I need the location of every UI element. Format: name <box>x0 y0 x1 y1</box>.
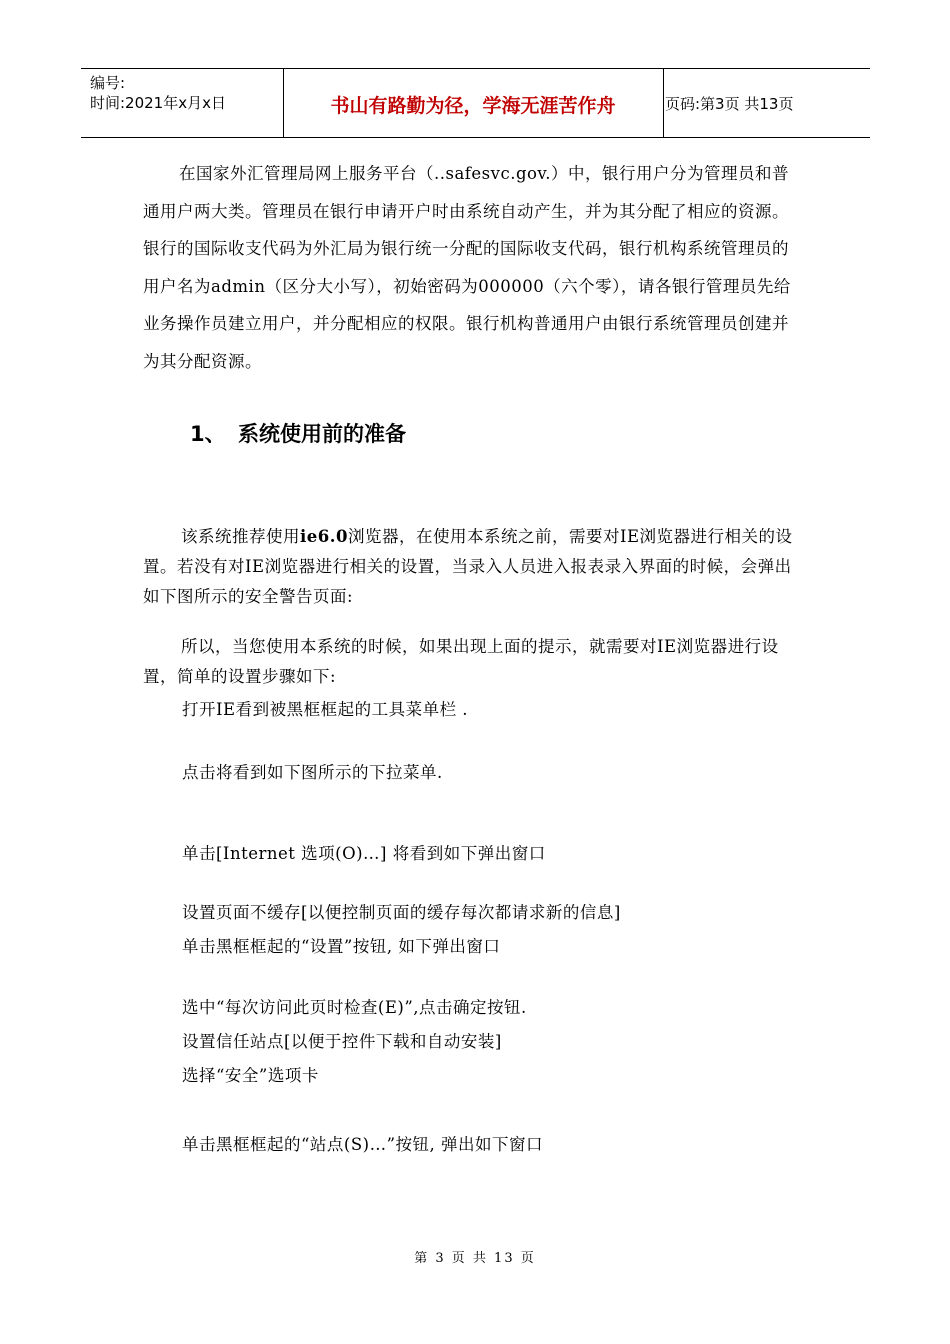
step-line: 单击黑框框起的“设置”按钮, 如下弹出窗口 <box>182 937 501 956</box>
browser-version: ie6.0 <box>300 527 348 546</box>
step-line: 点击将看到如下图所示的下拉菜单. <box>182 763 443 782</box>
step-line: 选择“安全”选项卡 <box>182 1066 319 1085</box>
browser-paragraph-before: 该系统推荐使用 <box>181 527 300 546</box>
browser-paragraph-after: 浏览器，在使用本系统之前，需要对IE浏览器进行相关的设置。若没有对IE浏览器进行相关的设置，当录入人员进入报表录入界面的时候，会弹出如下图所示的安全警告页面: <box>143 527 793 606</box>
intro-paragraph: 在国家外汇管理局网上服务平台（..safesvc.gov.）中，银行用户分为管理员和普通用户两大类。管理员在银行申请开户时由系统自动产生，并为其分配了相应的资源。银行的国际收支代码为外汇局为银行统一分配的国际收支代码，银行机构系统管理员的用户名为admin（区分大小写），初始密码为000000（六个零），请各银行管理员先给业务操作员建立用户，并分配相应的权限。银行机构普通用户由银行系统管理员创建并为其分配资源。 <box>143 164 791 371</box>
header-time-label: 时间:2021年x月x日 <box>90 94 226 112</box>
section-title: 系统使用前的准备 <box>238 422 406 446</box>
step-line: 设置信任站点[以便于控件下载和自动安装] <box>182 1032 502 1051</box>
header-number-label: 编号: <box>90 74 126 92</box>
step-line: 单击黑框框起的“站点(S)…”按钮, 弹出如下窗口 <box>182 1135 544 1154</box>
setup-paragraph: 所以，当您使用本系统的时候，如果出现上面的提示，就需要对IE浏览器进行设置，简单的设置步骤如下: <box>143 637 779 686</box>
step-line: 选中“每次访问此页时检查(E)”,点击确定按钮. <box>182 998 527 1017</box>
step-line: 打开IE看到被黑框框起的工具菜单栏 . <box>182 700 469 719</box>
header-page-info: 页码:第3页 共13页 <box>665 95 794 113</box>
step-line: 单击[Internet 选项(O)…] 将看到如下弹出窗口 <box>182 844 546 863</box>
section-number: 1、 <box>190 422 226 446</box>
page-header <box>81 68 870 138</box>
page-footer: 第 3 页 共 13 页 <box>414 1251 536 1266</box>
section-heading <box>190 418 406 448</box>
header-divider <box>663 69 664 137</box>
step-line: 设置页面不缓存[以便控制页面的缓存每次都请求新的信息] <box>182 903 621 922</box>
header-meta <box>90 73 226 113</box>
browser-paragraph <box>143 522 805 612</box>
header-motto: 书山有路勤为径，学海无涯苦作舟 <box>330 95 616 117</box>
